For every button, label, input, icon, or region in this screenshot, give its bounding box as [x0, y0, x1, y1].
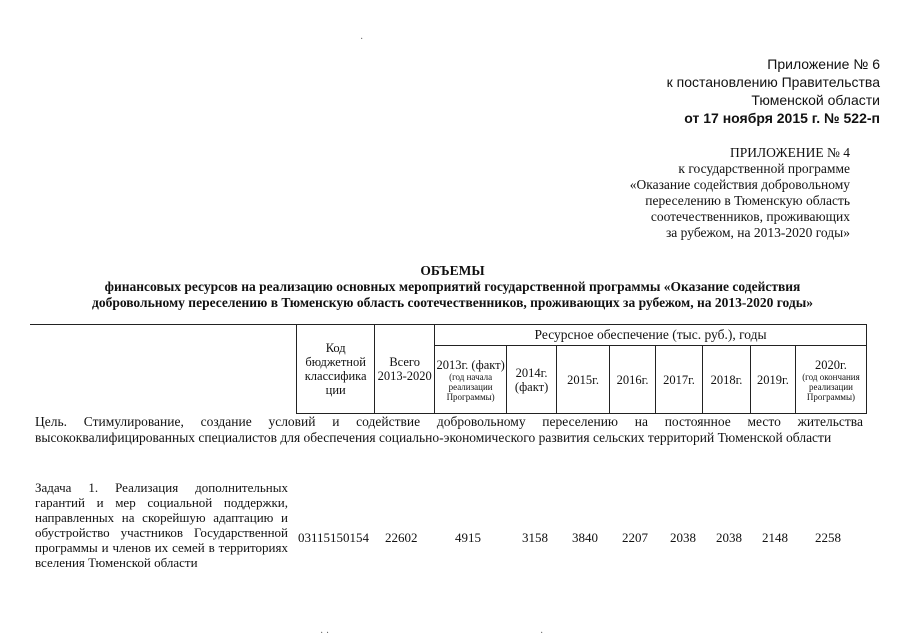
- task-1-value-2015: 3840: [572, 530, 598, 545]
- task-1-value-2014: 3158: [522, 530, 548, 545]
- task-1-value-2013: 4915: [455, 530, 481, 545]
- year-2018-header: [703, 346, 751, 414]
- resources-table-header: [30, 324, 867, 414]
- task-1-value-2017: 2038: [670, 530, 696, 545]
- year-2013-header: [435, 346, 507, 414]
- year-2014-header: [507, 346, 557, 414]
- appendix-4-line: «Оказание содействия добровольному: [629, 177, 850, 192]
- year-label: 2018г.: [710, 372, 743, 387]
- year-label: 2014г. (факт): [514, 365, 549, 394]
- year-label: 2020г.: [815, 357, 847, 372]
- title-line1: финансовых ресурсов на реализацию основных мероприятий государственной программы «Оказание содействия: [104, 279, 801, 294]
- title-heading: ОБЪЕМЫ: [420, 263, 485, 278]
- year-2019-header: [750, 346, 795, 414]
- year-label: 2019г.: [757, 372, 789, 387]
- blank-header-cell: [30, 325, 297, 414]
- year-note: (год начала реализации Программы): [446, 371, 495, 402]
- year-2016-header: [610, 346, 656, 414]
- scan-speck: ·: [360, 34, 364, 45]
- year-label: 2013г. (факт): [436, 357, 505, 372]
- year-2020-header: [795, 346, 866, 414]
- appendix-4-line: соотечественников, проживающих: [650, 209, 850, 224]
- year-label: 2016г.: [616, 372, 649, 387]
- appendix-4-line: переселению в Тюменскую область: [645, 193, 850, 208]
- task-1-total: 22602: [385, 530, 418, 545]
- year-label: 2017г.: [663, 372, 695, 387]
- appendix-6-line2: к постановлению Правительства: [666, 74, 880, 90]
- scan-speck: ·: [540, 628, 544, 639]
- appendix-4-line: ПРИЛОЖЕНИЕ № 4: [729, 145, 850, 160]
- task-1-value-2016: 2207: [622, 530, 648, 545]
- year-2017-header: [656, 346, 703, 414]
- year-2015-header: [557, 346, 610, 414]
- year-label: 2015г.: [567, 372, 599, 387]
- document-title: [0, 263, 905, 311]
- total-header: Всего 2013-2020: [375, 325, 435, 414]
- appendix-6-title: Приложение № 6: [767, 56, 880, 72]
- scan-speck: · ·: [320, 628, 330, 639]
- appendix-6-header: [667, 55, 880, 127]
- task-1-text: Задача 1. Реализация дополнительных гарантий и мер социальной поддержки, направленных на скорейшую адаптацию и обустройство участников Государственной программы и членов их семей в территориях вселения Тюменской области: [35, 480, 288, 570]
- appendix-4-line: за рубежом, на 2013-2020 годы»: [665, 225, 850, 240]
- goal-text: Цель. Стимулирование, создание условий и содействие добровольному переселению на постоянное место жительства высококвалифицированных специалистов для обеспечения социально-экономического развития сельских территорий Тюменской области: [35, 414, 863, 445]
- code-header: Код бюджетной классифика ции: [297, 325, 375, 414]
- appendix-6-date: от 17 ноября 2015 г. № 522-п: [684, 110, 880, 126]
- task-1-code: 03115150154: [298, 530, 370, 545]
- appendix-4-header: [630, 145, 850, 241]
- resources-header: Ресурсное обеспечение (тыс. руб.), годы: [435, 325, 867, 346]
- year-note: (год окончания реализации Программы): [802, 371, 860, 402]
- task-1-value-2020: 2258: [815, 530, 841, 545]
- title-line2: добровольному переселению в Тюменскую область соотечественников, проживающих за рубежом, на 2013-2020 годы»: [91, 295, 814, 310]
- appendix-6-line3: Тюменской области: [751, 92, 880, 108]
- appendix-4-line: к государственной программе: [678, 161, 850, 176]
- task-1-value-2018: 2038: [716, 530, 742, 545]
- task-1-value-2019: 2148: [762, 530, 788, 545]
